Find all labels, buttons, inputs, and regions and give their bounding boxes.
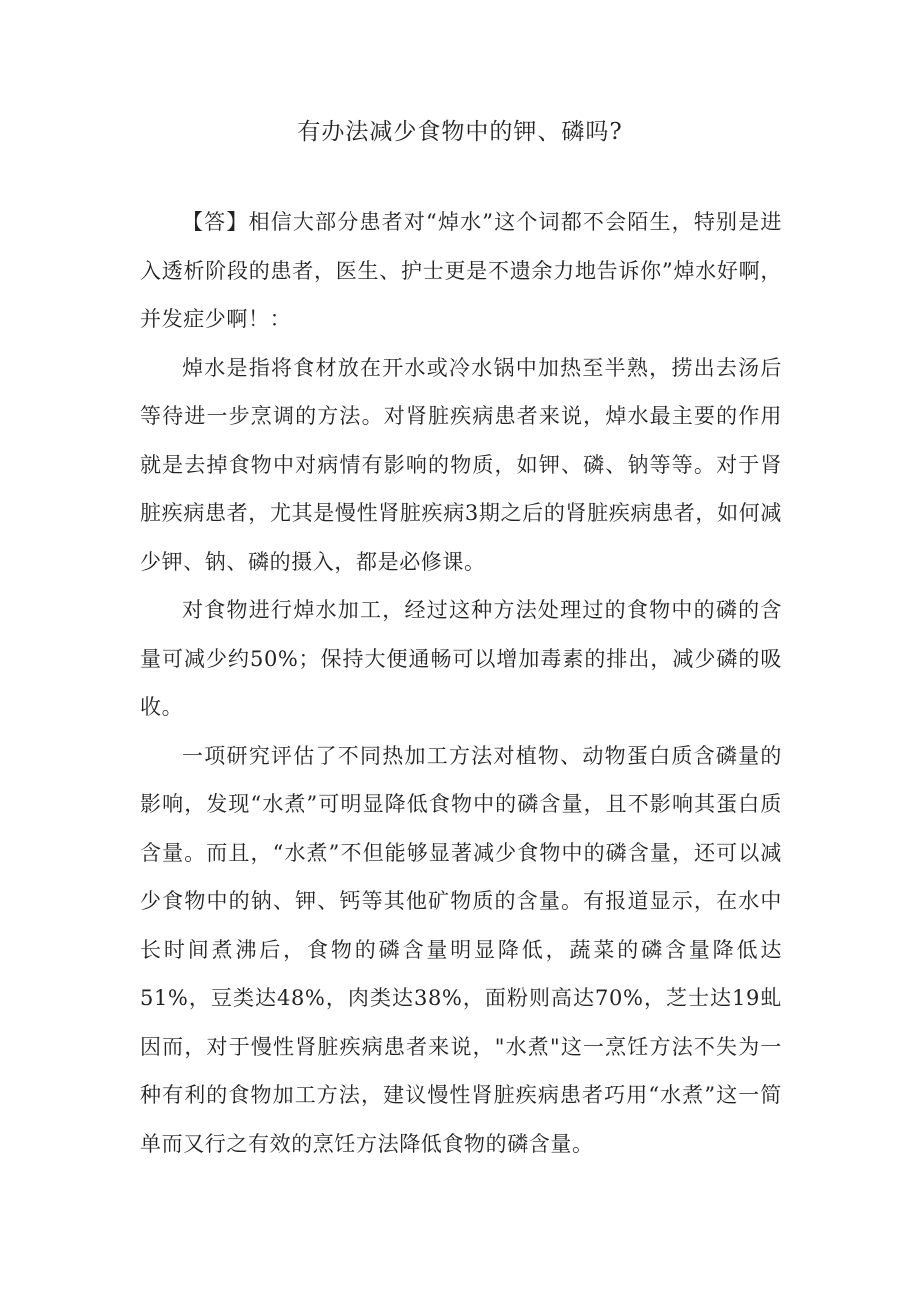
document-title: 有办法减少食物中的钾、磷吗? — [297, 119, 623, 145]
paragraph-research-findings: 一项研究评估了不同热加工方法对植物、动物蛋白质含磷量的影响，发现“水煮”可明显降低食物中的磷含量，且不影响其蛋白质含量。而且，“水煮”不但能够显著减少食物中的磷含量，还可以减少食物中的钠、钾、钙等其他矿物质的含量。有报道显示，在水中长时间煮沸后，食物的磷含量明显降低，蔬菜的磷含量降低达51%，豆类达48%，肉类达38%，面粉则高达70%，芝士达19虬因而，对于慢性肾脏疾病患者来说，"水煮"这一烹饪方法不失为一种有利的食物加工方法，建议慢性肾脏疾病患者巧用“水煮”这一简单而又行之有效的烹饪方法降低食物的磷含量。 — [140, 743, 783, 1156]
paragraph-answer-intro — [140, 198, 782, 344]
paragraph-phosphorus-reduction: 对食物进行焯水加工，经过这种方法处理过的食物中的磷的含量可减少约50%；保持大便通畅可以增加毒素的排出，减少磷的吸收。 — [140, 598, 782, 719]
paragraph-text: 相信大部分患者对“焯水”这个词都不会陌生，特别是进入透析阶段的患者，医生、护士更是不遗余力地告诉你”焯水好啊，并发症少啊！： — [140, 210, 782, 331]
document-body — [140, 198, 782, 1168]
answer-label: 【答】 — [182, 210, 249, 234]
paragraph-blanching-definition: 焯水是指将食材放在开水或冷水锅中加热至半熟，捞出去汤后等待进一步烹调的方法。对肾脏疾病患者来说，焯水最主要的作用就是去掉食物中对病情有影响的物质，如钾、磷、钠等等。对于肾脏疾病患者，尤其是慢性肾脏疾病3期之后的肾脏疾病患者，如何减少钾、钠、磷的摄入，都是必修课。 — [140, 355, 782, 574]
